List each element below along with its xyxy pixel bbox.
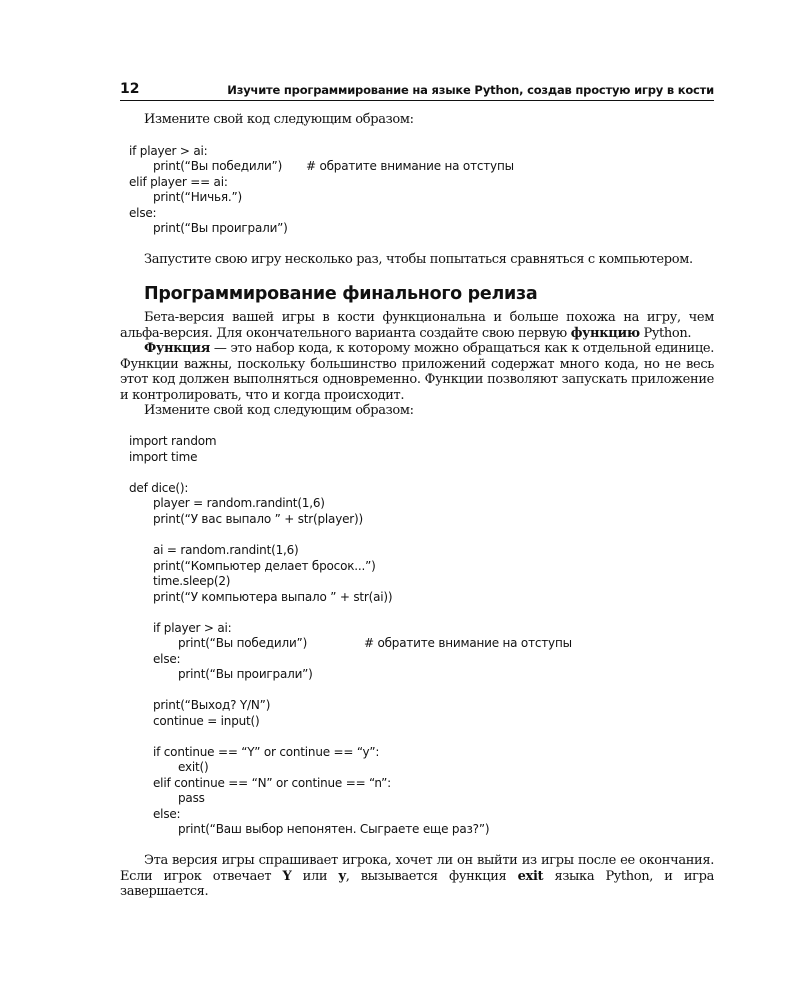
running-header xyxy=(120,80,714,101)
code-line: if player > ai: xyxy=(129,144,208,158)
running-title: Изучите программирование на языке Python, создав простую игру в кости xyxy=(227,83,714,97)
code-line: print(“Вы проиграли”) xyxy=(153,221,288,235)
code-line: exit() xyxy=(178,760,209,774)
code-line: ai = random.randint(1,6) xyxy=(153,543,299,557)
code-line: print(“У компьютера выпало ” + str(ai)) xyxy=(153,590,393,604)
final-paragraph xyxy=(120,853,714,900)
paragraph-functions-intro: Бета-версия вашей игры в кости функциональна и больше похожа на игру, чем альфа-версия. Для окончательного варианта создайте свою первую функцию Python. xyxy=(120,310,714,341)
code-line: import time xyxy=(129,450,198,464)
code-line: import random xyxy=(129,434,217,448)
code-line: print(“У вас выпало ” + str(player)) xyxy=(153,512,363,526)
paragraph-exit-explanation: Эта версия игры спрашивает игрока, хочет ли он выйти из игры после ее окончания. Если игрок отвечает Y или y, вызывается функция exit языка Python, и игра завершается. xyxy=(120,853,714,899)
code-line: print(“Выход? Y/N”) xyxy=(153,698,271,712)
code-line: else: xyxy=(153,807,181,821)
code-comment: # обратите внимание на отступы xyxy=(306,159,514,173)
code-line: time.sleep(2) xyxy=(153,574,231,588)
paragraph-function-definition: Функция — это набор кода, к которому можно обращаться как к отдельной единице. Функции важны, поскольку большинство приложений содержат много кода, но не весь этот код должен выполняться одновременно. Функции позволяют запускать приложение и контролировать, что и когда происходит. xyxy=(120,341,714,403)
code-line: pass xyxy=(178,791,205,805)
code-line: print(“Ничья.”) xyxy=(153,190,243,204)
code-line: print(“Вы победили”) xyxy=(153,159,283,173)
page-number: 12 xyxy=(120,81,140,97)
code-line: player = random.randint(1,6) xyxy=(153,496,325,510)
body-text xyxy=(120,310,714,419)
code-line: elif continue == “N” or continue == “n”: xyxy=(153,776,392,790)
code-line: print(“Компьютер делает бросок...”) xyxy=(153,559,376,573)
code-line: if player > ai: xyxy=(153,621,232,635)
run-paragraph: Запустите свою игру несколько раз, чтобы попытаться сравняться с компьютером. xyxy=(144,252,693,267)
code-line: if continue == “Y” or continue == “y”: xyxy=(153,745,380,759)
code-line: print(“Вы проиграли”) xyxy=(178,667,313,681)
code-line: print(“Вы победили”) xyxy=(178,636,308,650)
section-heading: Программирование финального релиза xyxy=(144,284,538,304)
code-comment: # обратите внимание на отступы xyxy=(364,636,572,650)
code-line: else: xyxy=(153,652,181,666)
code-line: continue = input() xyxy=(153,714,260,728)
intro-instruction: Измените свой код следующим образом: xyxy=(144,112,414,127)
code-line: print(“Ваш выбор непонятен. Сыграете еще раз?”) xyxy=(178,822,490,836)
code-line: elif player == ai: xyxy=(129,175,228,189)
code-line: def dice(): xyxy=(129,481,189,495)
code-line: else: xyxy=(129,206,157,220)
second-instruction: Измените свой код следующим образом: xyxy=(144,403,414,418)
